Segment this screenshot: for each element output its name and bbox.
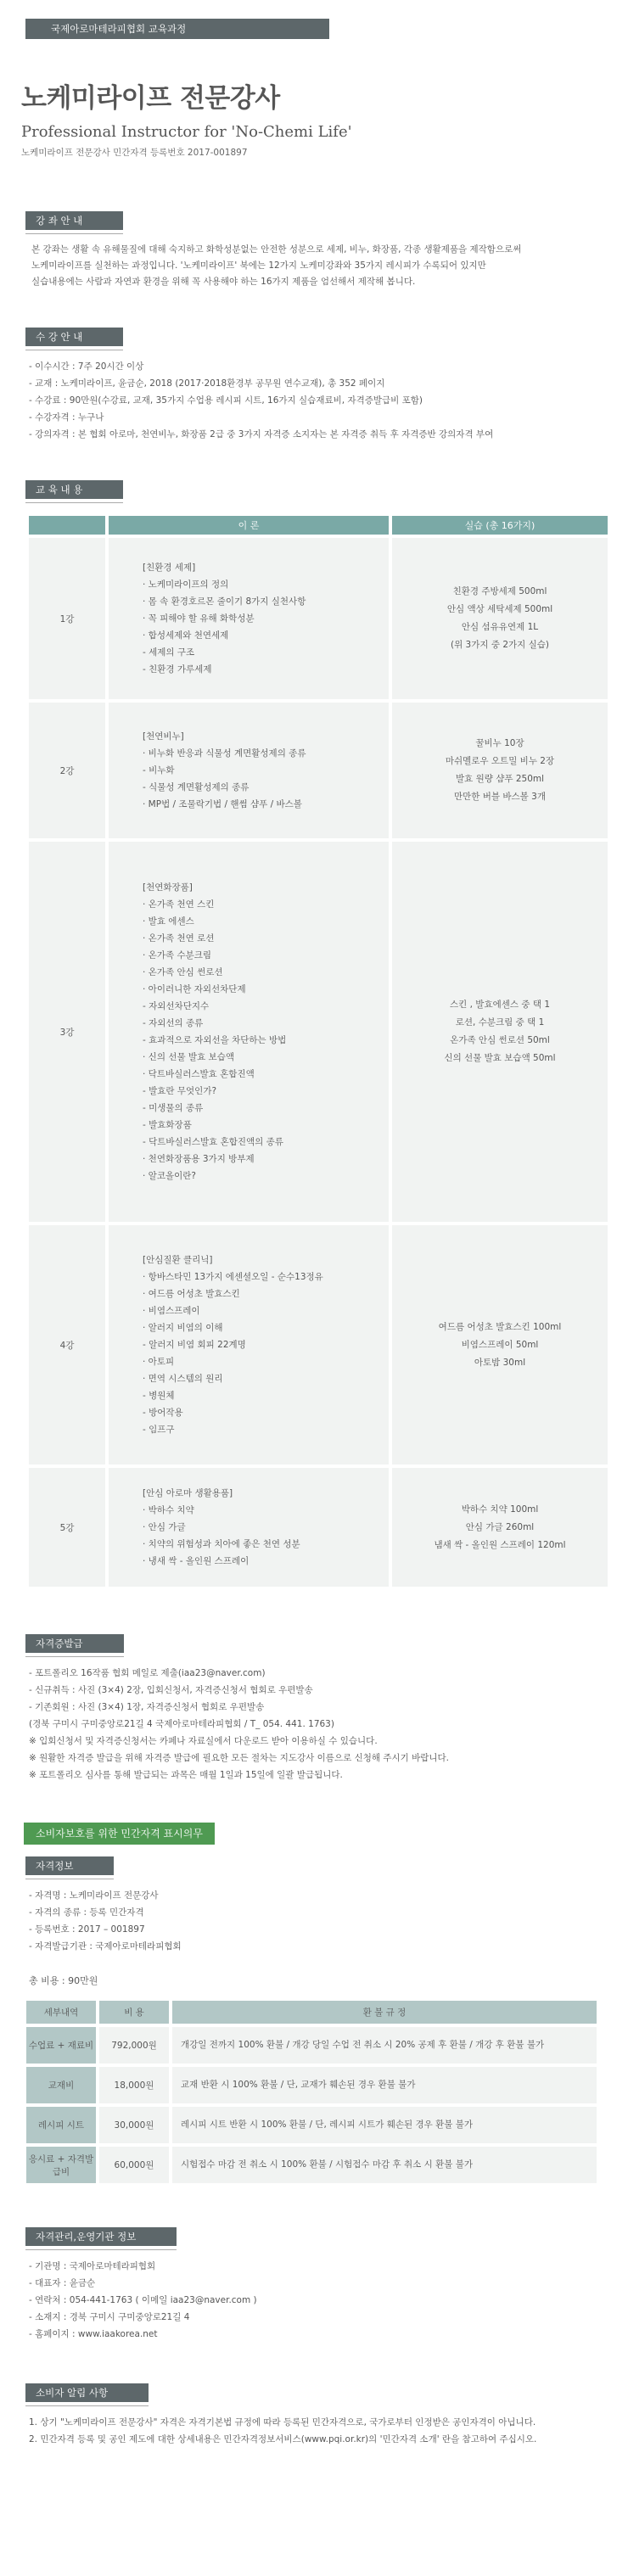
- topic-item: - 자외선의 종류: [143, 1018, 204, 1028]
- topic-item: - 발효화장품: [143, 1120, 192, 1130]
- curriculum-table: [25, 512, 611, 1590]
- lesson-topics: [109, 538, 389, 699]
- page-subtitle: Professional Instructor for 'No-Chemi Life': [21, 123, 352, 141]
- practice-item: 친환경 주방세제 500ml: [452, 586, 547, 596]
- practice-item: 여드름 어성초 발효스킨 100ml: [438, 1321, 562, 1332]
- list-item: - 이수시간 : 7주 20시간 이상: [29, 361, 144, 372]
- management-section: [25, 2227, 628, 2343]
- page-title: 노케미라이프 전문강사: [21, 83, 280, 114]
- intro-line: 노케미라이프를 실천하는 과정입니다. '노케미라이프' 북에는 12가지 노케미강좌와 35가지 레시피가 수록되어 있지만: [31, 260, 486, 271]
- intro-section: [25, 211, 628, 290]
- top-bar-label: 국제아로마테라피협회 교육과정: [25, 19, 329, 39]
- fee-item: 응시료 + 자격발급비: [26, 2147, 96, 2183]
- fee-amount: 18,000원: [99, 2067, 169, 2103]
- lesson-topics: [109, 1468, 389, 1587]
- topic-item: · MP법 / 조물락기법 / 핸썸 샴푸 / 바스볼: [143, 799, 302, 809]
- practice-item: 안심 섬유유연제 1L: [461, 622, 539, 632]
- curriculum-section: [25, 480, 628, 499]
- topic-item: · 발효 에센스: [143, 916, 194, 927]
- fee-table: [23, 1997, 600, 2187]
- table-row: [26, 2067, 597, 2103]
- col-lesson: [29, 516, 105, 535]
- practice-item: 온가족 안심 썬로션 50ml: [450, 1035, 550, 1045]
- certification-heading: 자격증발급: [25, 1634, 124, 1653]
- practice-item: 마쉬멜로우 오트밀 비누 2장: [445, 756, 555, 766]
- topic-item: · 안심 가글: [143, 1522, 186, 1532]
- table-row: [29, 703, 608, 838]
- consumer-banner: 소비자보호를 위한 민간자격 표시의무: [24, 1823, 215, 1845]
- list-item: - 대표자 : 윤금순: [29, 2278, 96, 2288]
- registration-number: 노케미라이프 전문강사 민간자격 등록번호 2017-001897: [21, 148, 248, 158]
- list-item: - 강의자격 : 본 협회 아로마, 천연비누, 화장품 2급 중 3가지 자격증 소지자는 본 자격증 취득 후 자격증반 강의자격 부여: [29, 429, 494, 440]
- topic-item: · 냉새 싹 - 올인원 스프레이: [143, 1556, 250, 1566]
- course-info-heading: 수 강 안 내: [25, 328, 123, 346]
- col-detail: 세부내역: [26, 2001, 96, 2024]
- list-item: - 자격의 종류 : 등록 민간자격: [29, 1907, 144, 1918]
- refund-rule: 개강일 전까지 100% 환불 / 개강 당일 수업 전 취소 시 20% 공제 후 환불 / 개강 후 환불 불가: [172, 2027, 597, 2064]
- notice-list: [29, 2414, 628, 2448]
- table-header-row: [26, 2001, 597, 2024]
- qualification-info-list: [29, 1887, 628, 1955]
- col-practice: 실습 (총 16가지): [392, 516, 608, 535]
- topic-item: - 효과적으로 자외선을 차단하는 방법: [143, 1035, 287, 1045]
- list-item: ※ 입회신청서 및 자격증신청서는 카페나 자료실에서 다운로드 받아 이용하실 수 있습니다.: [29, 1736, 378, 1746]
- topic-item: - 식물성 계면활성제의 종류: [143, 782, 250, 792]
- topic-item: · 온가족 안심 썬로션: [143, 967, 223, 977]
- lesson-number: 3강: [29, 842, 105, 1222]
- lesson-number: 5강: [29, 1468, 105, 1587]
- topic-item: · 닥트바실러스발효 혼합진액: [143, 1069, 255, 1079]
- table-row: [29, 1225, 608, 1464]
- topic-item: · 아토피: [143, 1357, 175, 1367]
- list-item: 1. 상기 "노케미라이프 전문강사" 자격은 자격기본법 규정에 따라 등록된 민간자격으로, 국가로부터 인정받은 공인자격이 아닙니다.: [29, 2417, 536, 2428]
- practice-item: 꿀비누 10장: [475, 738, 524, 748]
- course-info-section: [25, 328, 628, 443]
- lesson-practice: [392, 703, 608, 838]
- topic-item: · 알러지 비염의 이해: [143, 1323, 223, 1333]
- topic-item: · 온가족 천연 로션: [143, 933, 215, 944]
- topic-item: · 신의 선물 발효 보습액: [143, 1052, 234, 1062]
- col-fee: 비 용: [99, 2001, 169, 2024]
- qualification-info-heading: 자격정보: [25, 1856, 114, 1875]
- lesson-topics: [109, 842, 389, 1222]
- table-row: [26, 2147, 597, 2183]
- topic-item: - 발효란 무엇인가?: [143, 1086, 217, 1096]
- table-header-row: [29, 516, 608, 535]
- topic-item: - 알러지 비염 회피 22계명: [143, 1340, 246, 1350]
- list-item: 2. 민간자격 등록 및 공인 제도에 대한 상세내용은 민간자격정보서비스(www.pqi.or.kr)의 '민간자격 소개' 란을 참고하여 주십시오.: [29, 2434, 537, 2444]
- list-item: - 신규취득 : 사진 (3×4) 2장, 입회신청서, 자격증신청서 협회로 우편발송: [29, 1685, 313, 1695]
- list-item: - 소재지 : 경북 구미시 구미중앙로21길 4: [29, 2312, 190, 2322]
- list-item: - 등록번호 : 2017 – 001897: [29, 1924, 145, 1935]
- intro-line: 실습내용에는 사람과 자연과 환경을 위해 꼭 사용해야 하는 16가지 제품을 엄선해서 제작해 봅니다.: [31, 277, 416, 287]
- topic-item: · 천연화장품용 3가지 방부제: [143, 1154, 255, 1164]
- practice-item: 만만한 버블 바스볼 3개: [454, 792, 546, 802]
- intro-heading: 강 좌 안 내: [25, 211, 123, 230]
- fee-item: 수업료 + 재료비: [26, 2027, 96, 2064]
- topic-item: - 자외선차단지수: [143, 1001, 210, 1011]
- list-item: - 자격명 : 노케미라이프 전문강사: [29, 1890, 159, 1901]
- topic-item: [안심 아로마 생활용품]: [143, 1488, 233, 1498]
- certification-section: [25, 1634, 628, 1784]
- lesson-practice: [392, 842, 608, 1222]
- topic-item: · 비누화 반응과 식물성 계면활성제의 종류: [143, 748, 306, 759]
- fee-item: 레시피 시트: [26, 2107, 96, 2143]
- table-row: [29, 842, 608, 1222]
- notice-heading: 소비자 알림 사항: [25, 2383, 149, 2402]
- list-item: - 기관명 : 국제아로마테라피협회: [29, 2261, 156, 2271]
- topic-item: - 친환경 가루세제: [143, 664, 212, 675]
- topic-item: - 병원체: [143, 1391, 175, 1401]
- refund-rule: 시험접수 마감 전 취소 시 100% 환불 / 시험접수 마감 후 취소 시 환불 불가: [172, 2147, 597, 2183]
- practice-item: 아토밤 30ml: [474, 1357, 526, 1368]
- table-row: [29, 538, 608, 699]
- practice-item: 냄새 싹 - 올인원 스프레이 120ml: [434, 1539, 566, 1550]
- topic-item: · 합성세제와 천연세제: [143, 630, 229, 641]
- lesson-number: 2강: [29, 703, 105, 838]
- list-item: (경북 구미시 구미중앙로21길 4 국제아로마테라피협회 / T_ 054. 441. 1763): [29, 1719, 334, 1729]
- practice-item: 로션, 수분크림 중 택 1: [455, 1017, 545, 1028]
- practice-item: 발효 원량 샴푸 250ml: [455, 774, 545, 784]
- lesson-practice: [392, 1225, 608, 1464]
- topic-item: · 항바스타민 13가지 에센셜오일 - 순수13정유: [143, 1272, 323, 1282]
- fee-amount: 60,000원: [99, 2147, 169, 2183]
- fee-item: 교재비: [26, 2067, 96, 2103]
- topic-item: - 임프구: [143, 1425, 175, 1435]
- table-row: [29, 1468, 608, 1587]
- intro-line: 본 강좌는 생활 속 유해물질에 대해 숙지하고 화학성분없는 안전한 성분으로 세제, 비누, 화장품, 각종 생활제품을 제작함으로써: [31, 244, 522, 255]
- practice-item: (위 3가지 중 2가지 실습): [450, 640, 550, 650]
- practice-item: 안심 액상 세탁세제 500ml: [446, 604, 553, 614]
- fee-amount: 792,000원: [99, 2027, 169, 2064]
- list-item: - 교재 : 노케미라이프, 윤금순, 2018 (2017·2018환경부 공무원 연수교재), 총 352 페이지: [29, 378, 385, 389]
- management-list: [29, 2258, 628, 2343]
- topic-item: [천연화장품]: [143, 882, 193, 893]
- notice-section: [25, 2383, 628, 2448]
- list-item: - 홈페이지 : www.iaakorea.net: [29, 2329, 158, 2339]
- table-row: [26, 2027, 597, 2064]
- topic-item: · 치약의 위험성과 치아에 좋은 천연 성분: [143, 1539, 300, 1549]
- topic-item: [안심질환 클리닉]: [143, 1255, 213, 1265]
- consumer-section: [24, 1823, 628, 1987]
- lesson-practice: [392, 1468, 608, 1587]
- list-item: - 수강료 : 90만원(수강료, 교재, 35가지 수업용 레시피 시트, 16가지 실습재료비, 자격증발급비 포함): [29, 395, 423, 406]
- refund-rule: 교재 반환 시 100% 환불 / 단, 교재가 훼손된 경우 환불 불가: [172, 2067, 597, 2103]
- certification-list: [29, 1665, 628, 1784]
- list-item: ※ 포트폴리오 심사를 통해 발급되는 과목은 매월 1일과 15일에 일괄 발급됩니다.: [29, 1770, 343, 1780]
- fee-amount: 30,000원: [99, 2107, 169, 2143]
- list-item: - 연락처 : 054-441-1763 ( 이메일 iaa23@naver.com ): [29, 2295, 257, 2305]
- refund-rule: 레시피 시트 반환 시 100% 환불 / 단, 레시피 시트가 훼손된 경우 환불 불가: [172, 2107, 597, 2143]
- topic-item: · 면역 시스템의 원리: [143, 1374, 223, 1384]
- lesson-number: 4강: [29, 1225, 105, 1464]
- total-fee: 총 비용 : 90만원: [29, 1975, 98, 1986]
- lesson-topics: [109, 1225, 389, 1464]
- topic-item: [친환경 세제]: [143, 563, 196, 573]
- topic-item: - 닥트바실러스발효 혼합진액의 종류: [143, 1137, 283, 1147]
- practice-item: 비염스프레이 50ml: [461, 1339, 539, 1350]
- topic-item: · 노케미라이프의 정의: [143, 580, 229, 590]
- col-refund-rule: 환 불 규 정: [172, 2001, 597, 2024]
- course-info-list: [29, 358, 628, 443]
- topic-item: · 온가족 수분크림: [143, 950, 212, 960]
- practice-item: 박하수 치약 100ml: [461, 1504, 539, 1515]
- curriculum-heading: 교 육 내 용: [25, 480, 123, 499]
- topic-item: - 방어작용: [143, 1408, 183, 1418]
- topic-item: · 아이러니한 자외선차단제: [143, 984, 246, 994]
- topic-item: · 꼭 피해야 할 유해 화학성분: [143, 613, 255, 624]
- lesson-practice: [392, 538, 608, 699]
- list-item: - 기존회원 : 사진 (3×4) 1장, 자격증신청서 협회로 우편발송: [29, 1702, 265, 1712]
- topic-item: · 몸 속 환경호르몬 줄이기 8가지 실천사항: [143, 596, 306, 607]
- intro-text: [31, 242, 628, 290]
- topic-item: - 비누화: [143, 765, 175, 776]
- topic-item: · 온가족 천연 스킨: [143, 899, 215, 910]
- table-row: [26, 2107, 597, 2143]
- list-item: - 수강자격 : 누구나: [29, 412, 104, 423]
- practice-item: 신의 선물 발효 보습액 50ml: [444, 1053, 556, 1063]
- topic-item: - 미생물의 종류: [143, 1103, 204, 1113]
- topic-item: · 알코올이란?: [143, 1171, 196, 1181]
- lesson-number: 1강: [29, 538, 105, 699]
- management-heading: 자격관리,운영기관 정보: [25, 2227, 177, 2246]
- topic-item: · 여드름 어성초 발효스킨: [143, 1289, 240, 1299]
- col-theory: 이 론: [109, 516, 389, 535]
- list-item: - 포트폴리오 16작품 협회 메일로 제출(iaa23@naver.com): [29, 1668, 266, 1678]
- topic-item: · 비염스프레이: [143, 1306, 200, 1316]
- practice-item: 스킨 , 발효에센스 중 택 1: [450, 1000, 550, 1010]
- topic-item: · 박하수 치약: [143, 1505, 194, 1515]
- list-item: - 자격발급기관 : 국제아로마테라피협회: [29, 1941, 182, 1952]
- topic-item: - 세제의 구조: [143, 647, 195, 658]
- practice-item: 안심 가글 260ml: [465, 1521, 535, 1532]
- topic-item: [천연비누]: [143, 731, 184, 742]
- lesson-topics: [109, 703, 389, 838]
- list-item: ※ 원활한 자격증 발급을 위해 자격증 발급에 필요한 모든 절차는 지도강사 이름으로 신청해 주시기 바랍니다.: [29, 1753, 450, 1763]
